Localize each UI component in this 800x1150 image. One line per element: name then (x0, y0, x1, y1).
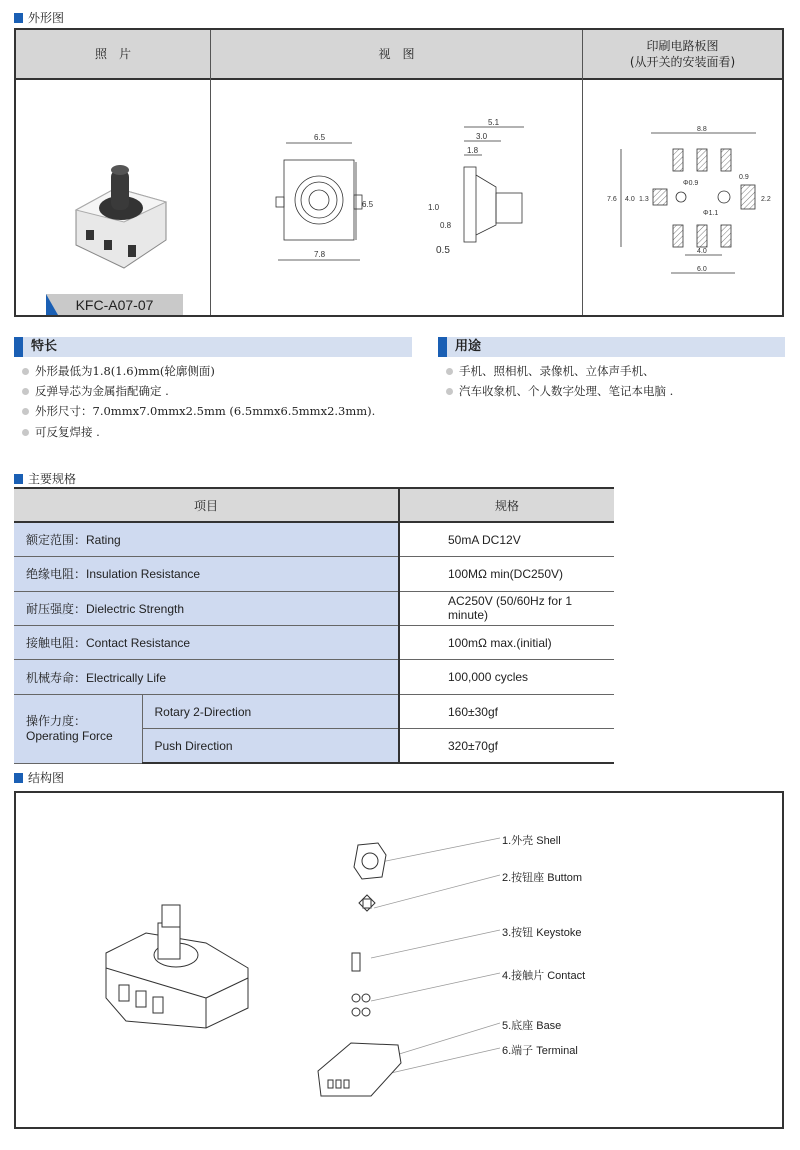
bullet-icon (22, 429, 29, 436)
table-row (14, 626, 614, 660)
dim-label: 5.1 (488, 118, 500, 127)
dim-label: 0.5 (436, 245, 450, 256)
part-label-keystoke: 3.按钮 Keystoke (502, 927, 582, 939)
dim-label: 8.8 (697, 126, 707, 133)
header-photo: 照 片 (16, 30, 210, 80)
part-label-base: 5.底座 Base (502, 1020, 562, 1032)
col-spec-header: 规格 (399, 488, 614, 522)
table-row (14, 557, 614, 591)
spec-item: 机械寿命：Electrically Life (14, 660, 399, 694)
pcb-drawing (601, 125, 781, 285)
table-header-row (14, 488, 614, 522)
structure-diagram (14, 791, 784, 1129)
feature-item: 外形最低为1.8(1.6)mm(轮廓侧面) (22, 363, 215, 379)
section-title-outline: 外形图 (14, 9, 64, 26)
part-label-contact: 4.接触片 Contact (502, 970, 586, 982)
exploded-view-drawing (16, 793, 782, 1127)
spec-value: AC250V (50/60Hz for 1 minute) (399, 591, 614, 625)
part-label-shell: 1.外壳 Shell (502, 835, 561, 847)
use-item: 汽车收象机、个人数字处理、笔记本电脑 . (446, 383, 673, 399)
spec-value: 100MΩ min(DC250V) (399, 557, 614, 591)
uses-header: 用途 (438, 337, 785, 357)
feature-item: 外形尺寸：7.0mmx7.0mmx2.5mm (6.5mmx6.5mmx2.3mm). (22, 403, 375, 419)
outline-table (14, 28, 784, 317)
table-row (14, 591, 614, 625)
spec-item: 额定范围：Rating (14, 522, 399, 556)
feature-item: 反弹导芯为金属指配确定 . (22, 383, 169, 399)
dim-label: 1.0 (428, 203, 440, 212)
product-photo (56, 140, 186, 280)
section-marker-icon (14, 474, 23, 484)
dim-label: 4.0 (625, 196, 635, 203)
spec-item: 绝缘电阻：Insulation Resistance (14, 557, 399, 591)
dim-label: 4.0 (697, 248, 707, 255)
header-pcb: 印刷电路板图 (从开关的安装面看) (583, 30, 782, 80)
model-badge: KFC-A07-07 (46, 294, 183, 315)
spec-item: Push Direction (142, 729, 399, 763)
bullet-icon (22, 408, 29, 415)
spec-item: Rotary 2-Direction (142, 694, 399, 728)
spec-value: 50mA DC12V (399, 522, 614, 556)
feature-item: 可反复焊接 . (22, 424, 100, 440)
dim-label: 3.0 (476, 132, 488, 141)
spec-item: 接触电阻：Contact Resistance (14, 626, 399, 660)
part-label-terminal: 6.端子 Terminal (502, 1045, 578, 1057)
dim-label: 6.0 (697, 266, 707, 273)
section-title-structure: 结构图 (14, 769, 64, 786)
table-row (14, 694, 614, 728)
dim-label: 7.6 (607, 196, 617, 203)
col-item-header: 项目 (14, 488, 399, 522)
dim-label: Φ0.9 (683, 180, 699, 187)
table-row (14, 660, 614, 694)
badge-triangle-icon (46, 294, 58, 315)
features-header: 特长 (14, 337, 412, 357)
assembled-switch-drawing (106, 905, 248, 1028)
section-marker-icon (14, 13, 23, 23)
bullet-icon (446, 388, 453, 395)
part-label-button-seat: 2.按钮座 Buttom (502, 872, 583, 884)
dim-label: 0.8 (440, 221, 452, 230)
dim-label: Φ1.1 (703, 210, 719, 217)
bullet-icon (22, 368, 29, 375)
divider (582, 30, 583, 315)
dim-label: 1.8 (467, 146, 479, 155)
view-drawing (256, 115, 556, 295)
spec-table (14, 487, 614, 764)
header-view: 视 图 (211, 30, 582, 80)
bullet-icon (22, 388, 29, 395)
section-marker-icon (14, 773, 23, 783)
dim-label: 7.8 (314, 250, 326, 259)
section-title-specs: 主要规格 (14, 470, 76, 487)
force-label (14, 694, 142, 763)
force-label-cn: 操作力度： (26, 713, 87, 728)
dim-label: 6.5 (314, 133, 326, 142)
dim-label: 0.9 (739, 174, 749, 181)
part-drawings (318, 843, 401, 1096)
spec-value: 160±30gf (399, 694, 614, 728)
spec-item: 耐压强度：Dielectric Strength (14, 591, 399, 625)
force-label-en: Operating Force (26, 728, 113, 743)
spec-value: 100mΩ max.(initial) (399, 626, 614, 660)
dim-label: 6.5 (362, 200, 374, 209)
spec-value: 100,000 cycles (399, 660, 614, 694)
use-item: 手机、照相机、录像机、立体声手机、 (446, 363, 655, 379)
divider (210, 30, 211, 315)
bullet-icon (446, 368, 453, 375)
dim-label: 1.3 (639, 196, 649, 203)
table-row (14, 522, 614, 556)
dim-label: 2.2 (761, 196, 771, 203)
spec-value: 320±70gf (399, 729, 614, 763)
